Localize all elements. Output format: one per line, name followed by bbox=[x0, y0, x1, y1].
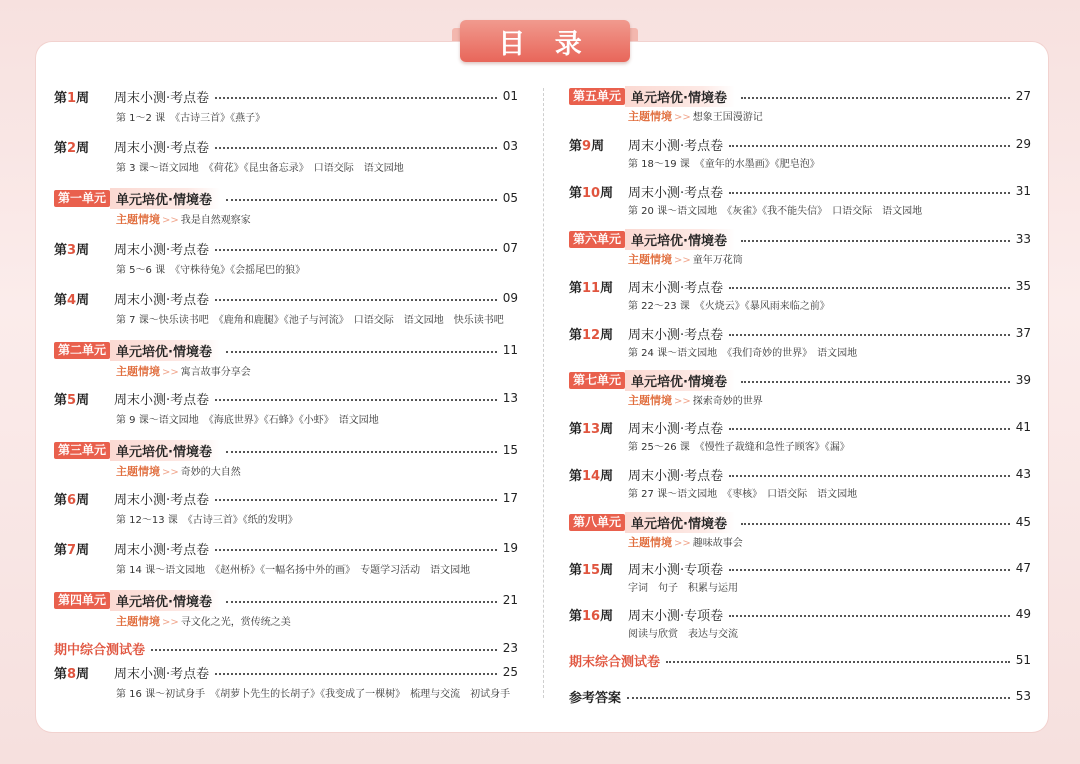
entry-title: 周末小测·考点卷 bbox=[628, 138, 724, 154]
entry-lessons: 第 14 课～语文园地 《赵州桥》《一幅名扬中外的画》 专题学习活动 语文园地 bbox=[116, 565, 471, 576]
theme-text: 想象王国漫游记 bbox=[692, 112, 763, 123]
week-suffix: 周 bbox=[76, 242, 90, 258]
dot-leader bbox=[226, 601, 497, 603]
week-prefix: 第 bbox=[569, 468, 583, 484]
entry-title: 周末小测·考点卷 bbox=[114, 90, 210, 106]
page-number: 23 bbox=[502, 641, 518, 655]
entry-title: 周末小测·考点卷 bbox=[114, 392, 210, 408]
week-number: 7 bbox=[67, 542, 77, 558]
entry-lessons: 第 12～13 课 《古诗三首》《纸的发明》 bbox=[116, 515, 298, 526]
theme-line bbox=[628, 393, 763, 409]
toc-entry-answers[interactable] bbox=[569, 686, 1031, 706]
entry-title: 周末小测·考点卷 bbox=[114, 140, 210, 156]
week-prefix: 第 bbox=[569, 562, 583, 578]
week-prefix: 第 bbox=[54, 666, 68, 682]
theme-label: 主题情境 bbox=[628, 536, 672, 549]
week-prefix: 第 bbox=[54, 492, 68, 508]
week-prefix: 第 bbox=[54, 392, 68, 408]
page-number: 21 bbox=[502, 593, 518, 607]
entry-title: 参考答案 bbox=[569, 690, 622, 706]
contents-title: 目 录 bbox=[498, 28, 592, 60]
unit-tag: 第二单元 bbox=[54, 342, 110, 359]
theme-text: 寓言故事分享会 bbox=[180, 367, 251, 378]
page-number: 27 bbox=[1015, 89, 1031, 103]
theme-label: 主题情境 bbox=[628, 110, 672, 123]
week-prefix: 第 bbox=[54, 90, 68, 106]
dot-leader bbox=[215, 249, 497, 251]
page-number: 05 bbox=[502, 191, 518, 205]
entry-title: 单元培优·情境卷 bbox=[110, 440, 220, 461]
week-suffix: 周 bbox=[600, 327, 614, 343]
week-suffix: 周 bbox=[76, 90, 90, 106]
week-suffix: 周 bbox=[600, 185, 614, 201]
dot-leader bbox=[741, 240, 1010, 242]
week-label bbox=[54, 87, 114, 106]
dot-leader bbox=[226, 199, 497, 201]
entry-lessons: 第 1～2 课 《古诗三首》《燕子》 bbox=[116, 113, 266, 124]
toc-entry-week[interactable] bbox=[569, 134, 1031, 154]
unit-tag: 第四单元 bbox=[54, 592, 110, 609]
theme-text: 探索奇妙的世界 bbox=[692, 396, 763, 407]
dot-leader bbox=[215, 673, 497, 675]
week-label bbox=[54, 289, 114, 308]
unit-tag: 第八单元 bbox=[569, 514, 625, 531]
page-number: 03 bbox=[502, 139, 518, 153]
entry-title: 期中综合测试卷 bbox=[54, 642, 146, 658]
entry-title: 周末小测·考点卷 bbox=[114, 542, 210, 558]
entry-lessons: 第 27 课～语文园地 《枣核》 口语交际 语文园地 bbox=[628, 489, 858, 500]
toc-entry-week[interactable] bbox=[54, 86, 518, 106]
double-arrow-icon: >> bbox=[162, 367, 179, 378]
page-number: 19 bbox=[502, 541, 518, 555]
dot-leader bbox=[729, 428, 1010, 430]
week-number: 6 bbox=[67, 492, 77, 508]
toc-entry-week[interactable] bbox=[569, 323, 1031, 343]
page-number: 49 bbox=[1015, 607, 1031, 621]
week-number: 13 bbox=[582, 421, 601, 437]
week-label bbox=[569, 465, 628, 484]
week-suffix: 周 bbox=[600, 280, 614, 296]
week-label bbox=[569, 135, 628, 154]
entry-title: 周末小测·考点卷 bbox=[628, 185, 724, 201]
toc-entry-unit[interactable] bbox=[569, 512, 1031, 532]
dot-leader bbox=[741, 381, 1010, 383]
week-suffix: 周 bbox=[600, 562, 614, 578]
toc-entry-week[interactable] bbox=[54, 538, 518, 558]
entry-title: 单元培优·情境卷 bbox=[110, 340, 220, 361]
entry-title: 周末小测·考点卷 bbox=[628, 280, 724, 296]
week-label bbox=[54, 663, 114, 682]
theme-line bbox=[628, 109, 763, 125]
theme-line bbox=[116, 464, 241, 480]
dot-leader bbox=[729, 615, 1010, 617]
dot-leader bbox=[215, 549, 497, 551]
unit-tag: 第一单元 bbox=[54, 190, 110, 207]
week-suffix: 周 bbox=[600, 608, 614, 624]
entry-title: 周末小测·考点卷 bbox=[114, 666, 210, 682]
page-number: 43 bbox=[1015, 467, 1031, 481]
page-number: 15 bbox=[502, 443, 518, 457]
toc-entry-week[interactable] bbox=[569, 276, 1031, 296]
theme-label: 主题情境 bbox=[116, 465, 160, 478]
dot-leader bbox=[729, 287, 1010, 289]
entry-lessons: 第 16 课～初试身手 《胡萝卜先生的长胡子》《我变成了一棵树》 梳理与交流 初试身手 bbox=[116, 689, 511, 700]
toc-entry-week[interactable] bbox=[569, 558, 1031, 578]
toc-entry-week[interactable] bbox=[54, 288, 518, 308]
week-label bbox=[54, 489, 114, 508]
week-prefix: 第 bbox=[569, 327, 583, 343]
unit-tag: 第五单元 bbox=[569, 88, 625, 105]
entry-lessons: 第 3 课～语文园地 《荷花》《昆虫备忘录》 口语交际 语文园地 bbox=[116, 163, 404, 174]
dot-leader bbox=[729, 192, 1010, 194]
week-prefix: 第 bbox=[569, 421, 583, 437]
unit-tag: 第三单元 bbox=[54, 442, 110, 459]
theme-line bbox=[628, 252, 743, 268]
week-number: 12 bbox=[582, 327, 601, 343]
dot-leader bbox=[226, 451, 497, 453]
toc-entry-week[interactable] bbox=[54, 662, 518, 682]
theme-text: 童年万花筒 bbox=[692, 255, 743, 266]
week-prefix: 第 bbox=[54, 292, 68, 308]
dot-leader bbox=[215, 399, 497, 401]
week-label bbox=[569, 324, 628, 343]
week-number: 8 bbox=[67, 666, 77, 682]
week-suffix: 周 bbox=[600, 468, 614, 484]
theme-label: 主题情境 bbox=[628, 253, 672, 266]
double-arrow-icon: >> bbox=[162, 617, 179, 628]
entry-lessons: 第 5～6 课 《守株待兔》《会摇尾巴的狼》 bbox=[116, 265, 306, 276]
page-number: 41 bbox=[1015, 420, 1031, 434]
toc-entry-unit[interactable] bbox=[569, 370, 1031, 390]
week-prefix: 第 bbox=[569, 138, 583, 154]
week-label bbox=[54, 137, 114, 156]
dot-leader bbox=[226, 351, 497, 353]
entry-title: 周末小测·专项卷 bbox=[628, 562, 724, 578]
page-number: 31 bbox=[1015, 184, 1031, 198]
toc-entry-week[interactable] bbox=[54, 136, 518, 156]
toc-entry-unit[interactable] bbox=[569, 229, 1031, 249]
dot-leader bbox=[215, 147, 497, 149]
week-prefix: 第 bbox=[569, 608, 583, 624]
week-suffix: 周 bbox=[76, 542, 90, 558]
entry-title: 周末小测·考点卷 bbox=[114, 242, 210, 258]
dot-leader bbox=[729, 145, 1010, 147]
entry-title: 周末小测·考点卷 bbox=[628, 468, 724, 484]
week-number: 5 bbox=[67, 392, 77, 408]
entry-title: 周末小测·考点卷 bbox=[628, 327, 724, 343]
theme-line bbox=[116, 212, 251, 228]
page-number: 29 bbox=[1015, 137, 1031, 151]
contents-title-banner bbox=[460, 20, 630, 62]
week-label bbox=[569, 605, 628, 624]
week-prefix: 第 bbox=[54, 140, 68, 156]
week-number: 11 bbox=[582, 280, 601, 296]
dot-leader bbox=[729, 334, 1010, 336]
page-number: 39 bbox=[1015, 373, 1031, 387]
dot-leader bbox=[729, 475, 1010, 477]
dot-leader bbox=[741, 97, 1010, 99]
entry-title: 单元培优·情境卷 bbox=[625, 370, 735, 391]
entry-lessons: 第 24 课～语文园地 《我们奇妙的世界》 语文园地 bbox=[628, 348, 858, 359]
entry-title: 周末小测·考点卷 bbox=[114, 292, 210, 308]
page-number: 25 bbox=[502, 665, 518, 679]
entry-lessons: 第 9 课～语文园地 《海底世界》《石蜂》《小虾》 语文园地 bbox=[116, 415, 379, 426]
week-label bbox=[54, 389, 114, 408]
toc-entry-week[interactable] bbox=[569, 604, 1031, 624]
double-arrow-icon: >> bbox=[162, 467, 179, 478]
page-number: 07 bbox=[502, 241, 518, 255]
week-number: 9 bbox=[582, 138, 592, 154]
toc-entry-unit[interactable] bbox=[569, 86, 1031, 106]
page-number: 11 bbox=[502, 343, 518, 357]
page-number: 53 bbox=[1015, 689, 1031, 703]
theme-text: 我是自然观察家 bbox=[180, 215, 251, 226]
week-suffix: 周 bbox=[76, 392, 90, 408]
dot-leader bbox=[627, 697, 1010, 699]
week-number: 10 bbox=[582, 185, 601, 201]
week-number: 15 bbox=[582, 562, 601, 578]
dot-leader bbox=[215, 299, 497, 301]
week-suffix: 周 bbox=[76, 492, 90, 508]
toc-entry-week[interactable] bbox=[54, 238, 518, 258]
theme-line bbox=[116, 614, 291, 630]
week-suffix: 周 bbox=[591, 138, 605, 154]
week-label bbox=[569, 182, 628, 201]
theme-line bbox=[628, 535, 743, 551]
unit-tag: 第六单元 bbox=[569, 231, 625, 248]
dot-leader bbox=[215, 499, 497, 501]
week-label bbox=[569, 277, 628, 296]
toc-entry-unit[interactable] bbox=[54, 590, 518, 610]
toc-entry-week[interactable] bbox=[569, 181, 1031, 201]
theme-text: 趣味故事会 bbox=[692, 538, 743, 549]
week-number: 16 bbox=[582, 608, 601, 624]
week-prefix: 第 bbox=[569, 185, 583, 201]
week-suffix: 周 bbox=[76, 666, 90, 682]
week-label bbox=[569, 418, 628, 437]
week-number: 1 bbox=[67, 90, 77, 106]
entry-title: 单元培优·情境卷 bbox=[110, 590, 220, 611]
page-number: 51 bbox=[1015, 653, 1031, 667]
dot-leader bbox=[215, 97, 497, 99]
page-number: 01 bbox=[502, 89, 518, 103]
week-suffix: 周 bbox=[76, 140, 90, 156]
week-prefix: 第 bbox=[569, 280, 583, 296]
theme-text: 奇妙的大自然 bbox=[180, 467, 241, 478]
entry-lessons: 第 20 课～语文园地 《灰雀》《我不能失信》 口语交际 语文园地 bbox=[628, 206, 923, 217]
entry-lessons: 第 25～26 课 《慢性子裁缝和急性子顾客》《漏》 bbox=[628, 442, 850, 453]
entry-title: 单元培优·情境卷 bbox=[625, 512, 735, 533]
week-prefix: 第 bbox=[54, 542, 68, 558]
entry-lessons: 第 22～23 课 《火烧云》《暴风雨来临之前》 bbox=[628, 301, 830, 312]
entry-title: 周末小测·考点卷 bbox=[628, 421, 724, 437]
unit-tag: 第七单元 bbox=[569, 372, 625, 389]
week-number: 2 bbox=[67, 140, 77, 156]
week-number: 14 bbox=[582, 468, 601, 484]
week-label bbox=[569, 559, 628, 578]
toc-entry-week[interactable] bbox=[54, 388, 518, 408]
double-arrow-icon: >> bbox=[674, 396, 691, 407]
theme-label: 主题情境 bbox=[116, 365, 160, 378]
double-arrow-icon: >> bbox=[162, 215, 179, 226]
theme-label: 主题情境 bbox=[116, 615, 160, 628]
double-arrow-icon: >> bbox=[674, 112, 691, 123]
entry-title: 单元培优·情境卷 bbox=[110, 188, 220, 209]
theme-label: 主题情境 bbox=[628, 394, 672, 407]
toc-entry-unit[interactable] bbox=[54, 440, 518, 460]
entry-lessons: 第 18～19 课 《童年的水墨画》《肥皂泡》 bbox=[628, 159, 820, 170]
week-number: 3 bbox=[67, 242, 77, 258]
toc-entry-week[interactable] bbox=[569, 464, 1031, 484]
week-prefix: 第 bbox=[54, 242, 68, 258]
double-arrow-icon: >> bbox=[674, 538, 691, 549]
toc-entry-unit[interactable] bbox=[54, 188, 518, 208]
column-divider bbox=[543, 88, 544, 698]
page-number: 37 bbox=[1015, 326, 1031, 340]
week-label bbox=[54, 239, 114, 258]
page-number: 17 bbox=[502, 491, 518, 505]
double-arrow-icon: >> bbox=[674, 255, 691, 266]
toc-entry-final-exam[interactable] bbox=[569, 650, 1031, 670]
toc-entry-week[interactable] bbox=[569, 417, 1031, 437]
entry-title: 期末综合测试卷 bbox=[569, 654, 661, 670]
theme-text: 寻文化之光，赏传统之美 bbox=[180, 617, 291, 628]
page-number: 47 bbox=[1015, 561, 1031, 575]
theme-line bbox=[116, 364, 251, 380]
entry-title: 周末小测·考点卷 bbox=[114, 492, 210, 508]
entry-title: 周末小测·专项卷 bbox=[628, 608, 724, 624]
dot-leader bbox=[729, 569, 1010, 571]
toc-entry-week[interactable] bbox=[54, 488, 518, 508]
entry-lessons: 字词 句子 积累与运用 bbox=[628, 583, 738, 594]
dot-leader bbox=[151, 649, 497, 651]
week-suffix: 周 bbox=[76, 292, 90, 308]
page-number: 35 bbox=[1015, 279, 1031, 293]
entry-lessons: 第 7 课～快乐读书吧 《鹿角和鹿腿》《池子与河流》 口语交际 语文园地 快乐读书吧 bbox=[116, 315, 504, 326]
week-label bbox=[54, 539, 114, 558]
dot-leader bbox=[741, 523, 1010, 525]
entry-title: 单元培优·情境卷 bbox=[625, 229, 735, 250]
page-number: 45 bbox=[1015, 515, 1031, 529]
theme-label: 主题情境 bbox=[116, 213, 160, 226]
page-number: 09 bbox=[502, 291, 518, 305]
dot-leader bbox=[666, 661, 1010, 663]
entry-title: 单元培优·情境卷 bbox=[625, 86, 735, 107]
page-number: 33 bbox=[1015, 232, 1031, 246]
week-number: 4 bbox=[67, 292, 77, 308]
toc-entry-midterm[interactable] bbox=[54, 638, 518, 658]
toc-entry-unit[interactable] bbox=[54, 340, 518, 360]
week-suffix: 周 bbox=[600, 421, 614, 437]
page-number: 13 bbox=[502, 391, 518, 405]
entry-lessons: 阅读与欣赏 表达与交流 bbox=[628, 629, 738, 640]
